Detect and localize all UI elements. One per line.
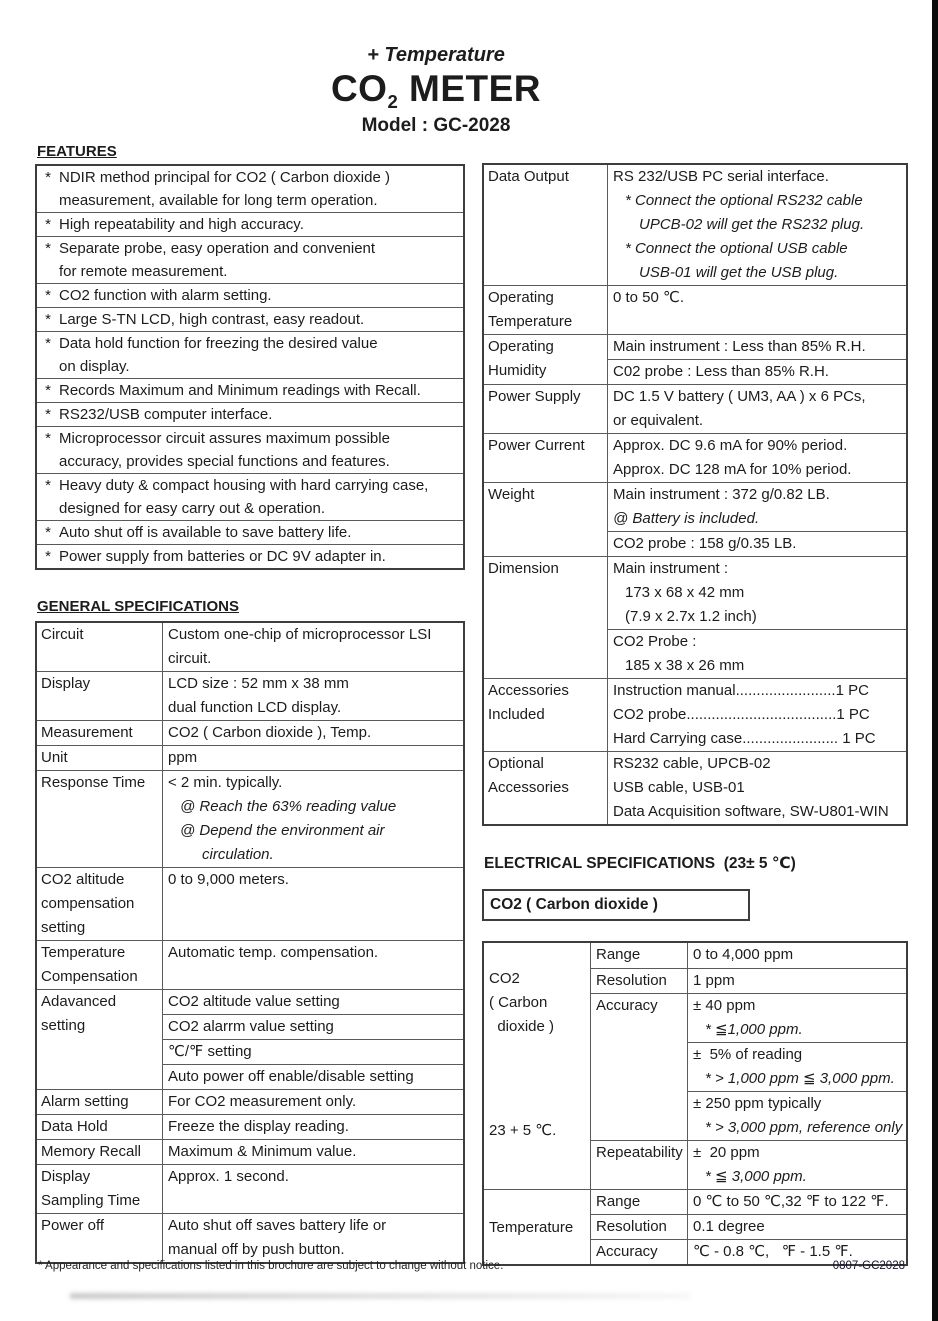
feature-text: NDIR method principal for CO2 ( Carbon dioxide ) measurement, available for long term operation. [59,169,390,209]
feature-text: RS232/USB computer interface. [59,406,273,423]
title-meter: METER [398,68,542,109]
value-repeatability: ± 20 ppm * ≦ 3,000 ppm. [687,1140,906,1189]
spec-subvalue: Main instrument : 372 g/0.82 LB. @ Battery is included. [613,486,830,527]
features-heading: FEATURES [37,143,117,160]
spec-value: ppm [162,746,463,770]
asterisk-bullet: * [45,524,51,541]
value-temp-range: 0 ℃ to 50 ℃,32 ℉ to 122 ℉. [687,1189,906,1214]
header-tagline: + Temperature [367,44,505,66]
spec-value: RS 232/USB PC serial interface. * Connect the optional RS232 cable UPCB-02 will get the RS232 plug. * Connect the optional USB cable USB-01 will get the USB plug. [607,165,906,285]
feature-text: Power supply from batteries or DC 9V adapter in. [59,548,386,565]
feature-text: CO2 function with alarm setting. [59,287,272,304]
electrical-specs-table [482,941,908,1266]
spec-value: Freeze the display reading. [162,1115,463,1139]
spec-row-circuit [37,623,463,671]
spec-value: Maximum & Minimum value. [162,1140,463,1164]
spec-label: Alarm setting [41,1093,129,1110]
spec-subvalue: CO2 probe : 158 g/0.35 LB. [608,531,906,556]
spec-subvalue: CO2 alarrm value setting [163,1014,463,1039]
spec-label: Power Current [488,437,585,454]
spec-label: Display Sampling Time [41,1168,141,1209]
features-list [35,164,465,570]
feature-item [37,212,463,236]
general-specs-heading: GENERAL SPECIFICATIONS [37,598,239,615]
asterisk-bullet: * [45,169,51,186]
spec-row-dimension [484,556,906,678]
spec-row-power-supply [484,384,906,433]
spec-subvalue: Main instrument : Less than 85% R.H. [613,338,866,355]
feature-text: Auto shut off is available to save battery life. [59,524,352,541]
feature-text: Microprocessor circuit assures maximum possible accuracy, provides special functions and features. [59,430,390,470]
feature-text: Separate probe, easy operation and convenient for remote measurement. [59,240,376,280]
feature-item [37,402,463,426]
asterisk-bullet: * [45,477,51,494]
feature-text: Heavy duty & compact housing with hard carrying case, designed for easy carry out & operation. [59,477,429,517]
feature-item [37,473,463,520]
spec-row-alarm-setting [37,1089,463,1114]
spec-row-temp-compensation [37,940,463,989]
spec-label: Weight [488,486,535,503]
spec-row-display [37,671,463,720]
feature-text: Large S-TN LCD, high contrast, easy readout. [59,311,365,328]
title-co: CO [330,68,388,109]
spec-value: CO2 ( Carbon dioxide ), Temp. [162,721,463,745]
spec-label: Unit [41,749,68,766]
feature-text: High repeatability and high accuracy. [59,216,304,233]
gas-type-box: CO2 ( Carbon dioxide ) [482,889,750,921]
spec-row-weight [484,482,906,556]
spec-label: Adavanced setting [41,993,117,1034]
interface-specs-table [482,163,908,826]
spec-label: CO2 altitude compensation setting [41,871,135,936]
spec-value: For CO2 measurement only. [162,1090,463,1114]
spec-label: Data Hold [41,1118,108,1135]
value-accuracy-low: ± 40 ppm * ≦1,000 ppm. [687,993,906,1042]
spec-row-co2-altitude [37,867,463,940]
scan-edge-artifact [932,0,938,1321]
scan-smudge-artifact [70,1293,690,1299]
spec-value [607,483,906,556]
value-range: 0 to 4,000 ppm [687,943,906,968]
spec-row-data-hold [37,1114,463,1139]
spec-row-accessories-included [484,678,906,751]
asterisk-bullet: * [45,335,51,352]
spec-label: Optional Accessories [488,755,569,796]
spec-subvalue: CO2 altitude value setting [168,993,340,1010]
spec-subvalue: Auto power off enable/disable setting [163,1064,463,1089]
asterisk-bullet: * [45,548,51,565]
spec-row-advanced-setting [37,989,463,1089]
spec-label: Circuit [41,626,84,643]
spec-value: Automatic temp. compensation. [162,941,463,989]
spec-value: RS232 cable, UPCB-02 USB cable, USB-01 Data Acquisition software, SW-U801-WIN [607,752,906,824]
asterisk-bullet: * [45,311,51,328]
spec-row-power-current [484,433,906,482]
model-label: Model : GC-2028 [361,115,511,137]
param-temp-resolution: Resolution [590,1214,687,1239]
spec-label: Power off [41,1217,105,1234]
spec-value: DC 1.5 V battery ( UM3, AA ) x 6 PCs, or equivalent. [607,385,906,433]
document-code: 0807-GC2028 [832,1260,905,1272]
feature-item [37,378,463,402]
title-subscript: 2 [387,91,399,113]
spec-row-unit [37,745,463,770]
spec-value: < 2 min. typically. @ Reach the 63% reading value @ Depend the environment air circulation. [162,771,463,867]
spec-label: Response Time [41,774,146,791]
spec-value: Instruction manual........................1 PC CO2 probe....................................1 PC Hard Carrying case....................... 1 PC [607,679,906,751]
general-specs-table [35,621,465,1264]
feature-item [37,283,463,307]
asterisk-bullet: * [45,430,51,447]
feature-text: Records Maximum and Minimum readings with Recall. [59,382,421,399]
asterisk-bullet: * [45,216,51,233]
footer-note: * Appearance and specifications listed in this brochure are subject to change without notice. [38,1260,504,1272]
spec-value [162,990,463,1089]
feature-item [37,236,463,283]
spec-value: Approx. 1 second. [162,1165,463,1213]
spec-row-measurement [37,720,463,745]
param-repeatability: Repeatability [590,1140,687,1189]
electrical-specs-heading: ELECTRICAL SPECIFICATIONS (23± 5 ℃) [484,855,796,872]
spec-label: Memory Recall [41,1143,142,1160]
spec-row-operating-temperature [484,285,906,334]
spec-label: Display [41,675,91,692]
spec-value: 0 to 50 ℃. [607,286,906,334]
co2-label-lines: CO2 ( Carbon dioxide ) [489,970,555,1035]
spec-value: LCD size : 52 mm x 38 mm dual function LCD display. [162,672,463,720]
spec-subvalue: C02 probe : Less than 85% R.H. [608,359,906,384]
spec-subvalue: CO2 Probe : 185 x 38 x 26 mm [608,629,906,678]
spec-row-memory-recall [37,1139,463,1164]
spec-subvalue: ℃/℉ setting [163,1039,463,1064]
spec-label: Power Supply [488,388,581,405]
feature-text: Data hold function for freezing the desired value on display. [59,335,378,375]
value-temp-accuracy: ℃ - 0.8 ℃, ℉ - 1.5 ℉. [687,1239,906,1264]
left-column [35,143,465,1264]
param-accuracy: Accuracy [590,993,687,1140]
spec-subvalue: Main instrument : 173 x 68 x 42 mm (7.9 x 2.7x 1.2 inch) [613,560,757,625]
param-resolution: Resolution [590,968,687,993]
spec-value: Auto shut off saves battery life or manual off by push button. [162,1214,463,1262]
param-temp-accuracy: Accuracy [590,1239,687,1264]
spec-value: Approx. DC 9.6 mA for 90% period. Approx. DC 128 mA for 10% period. [607,434,906,482]
temperature-section-label: Temperature [484,1189,590,1264]
spec-row-sampling-time [37,1164,463,1213]
spec-value [607,335,906,384]
asterisk-bullet: * [45,240,51,257]
feature-item [37,331,463,378]
spec-label: Temperature Compensation [41,944,138,985]
spec-label: Dimension [488,560,559,577]
value-resolution: 1 ppm [687,968,906,993]
value-accuracy-mid: ± 5% of reading * > 1,000 ppm ≦ 3,000 ppm. [687,1042,906,1091]
param-range: Range [590,943,687,968]
spec-label: Operating Humidity [488,338,554,379]
param-temp-range: Range [590,1189,687,1214]
co2-section-label [484,943,590,1189]
page-title [0,68,872,114]
feature-item [37,426,463,473]
spec-row-data-output [484,165,906,285]
feature-item [37,166,463,212]
feature-item [37,544,463,568]
spec-row-response-time [37,770,463,867]
right-column [482,163,908,1266]
spec-row-optional-accessories [484,751,906,824]
spec-row-power-off [37,1213,463,1262]
spec-label: Measurement [41,724,133,741]
spec-value: Custom one-chip of microprocessor LSI circuit. [162,623,463,671]
feature-item [37,520,463,544]
spec-value [607,557,906,678]
value-temp-resolution: 0.1 degree [687,1214,906,1239]
spec-label: Accessories Included [488,682,569,723]
spec-label: Data Output [488,168,569,185]
spec-row-operating-humidity [484,334,906,384]
document-header [0,44,872,137]
asterisk-bullet: * [45,287,51,304]
spec-label: Operating Temperature [488,289,573,330]
asterisk-bullet: * [45,382,51,399]
asterisk-bullet: * [45,406,51,423]
spec-value: 0 to 9,000 meters. [162,868,463,940]
feature-item [37,307,463,331]
value-accuracy-high: ± 250 ppm typically * > 3,000 ppm, reference only [687,1091,906,1140]
test-condition: 23 + 5 ℃. [489,1122,557,1139]
